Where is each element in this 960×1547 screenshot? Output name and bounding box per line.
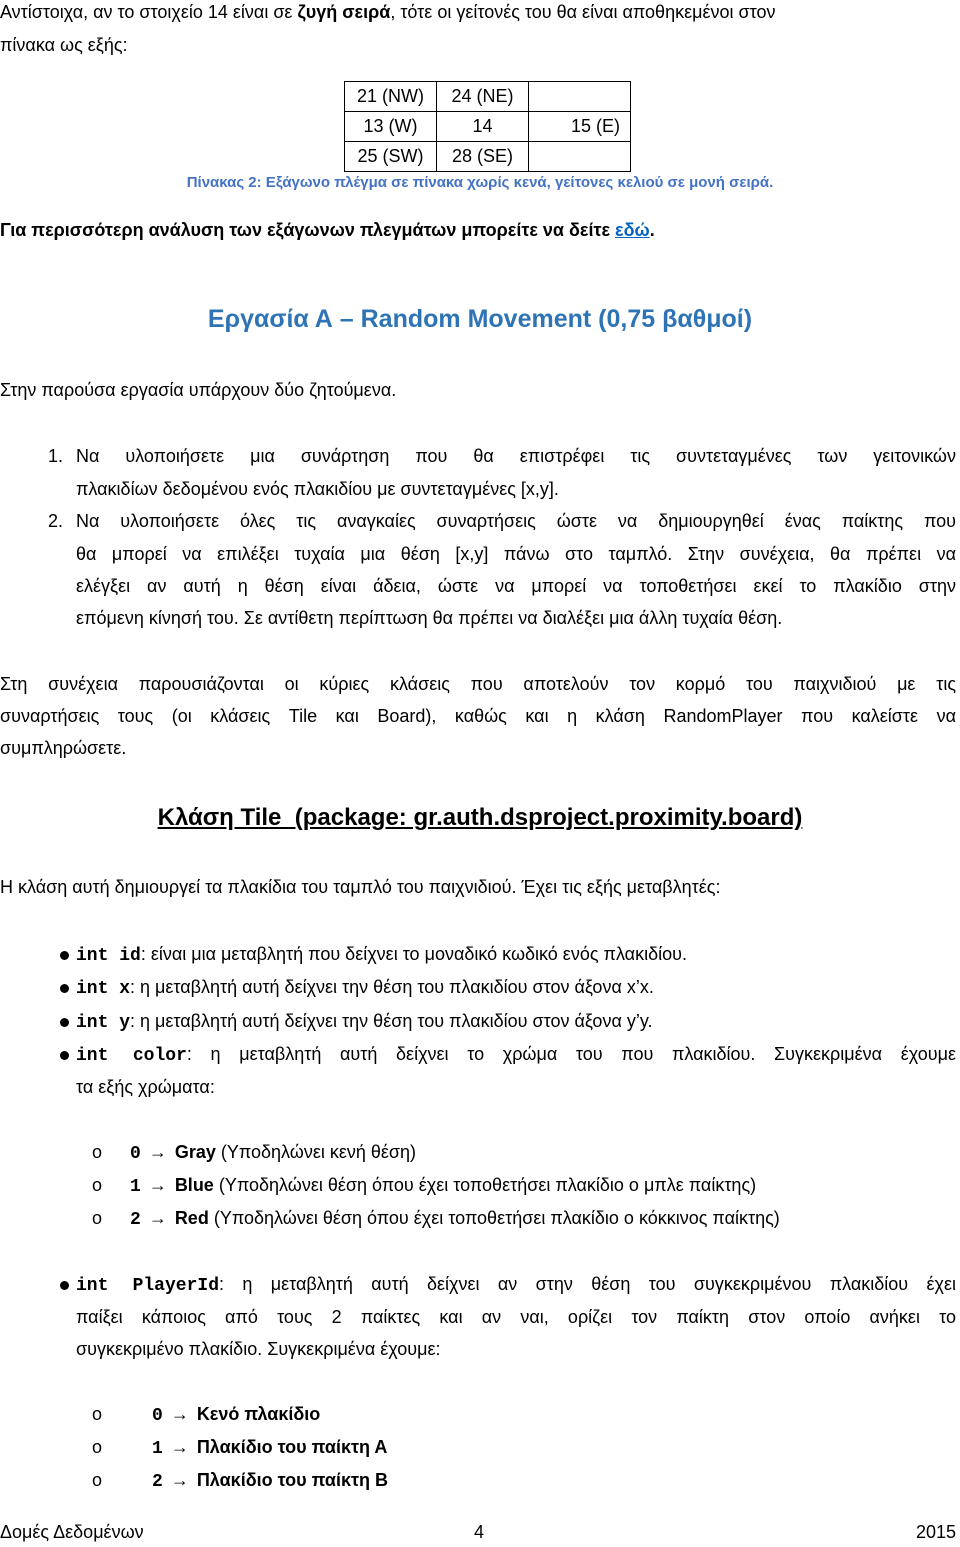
- arrow-icon: →: [148, 1208, 167, 1228]
- color-item: 1 → Blue (Υποδηλώνει θέση όπου έχει τοποθετήσει πλακίδιο ο μπλε παίκτης): [130, 1175, 757, 1197]
- arrow-icon: →: [170, 1404, 189, 1424]
- circle-bullet-icon: o: [92, 1208, 103, 1228]
- footer-year: 2015: [915, 1522, 956, 1542]
- player-item: 1 → Πλακίδιο του παίκτη Α: [152, 1437, 388, 1459]
- code-text: 2: [130, 1210, 141, 1230]
- circle-bullet-icon: o: [92, 1437, 103, 1457]
- table-cell: [529, 82, 631, 112]
- list-item-line: επόμενη κίνησή του. Σε αντίθετη περίπτωση θα πρέπει να διαλέξει μια άλλη τυχαία θέση.: [76, 608, 783, 628]
- bullet-icon: [60, 1018, 69, 1027]
- variable-item: int y: η μεταβλητή αυτή δείχνει την θέση του πλακιδίου στον άξονα y’y.: [76, 1011, 653, 1033]
- table-cell: 15 (E): [529, 112, 631, 142]
- page-number: 4: [474, 1522, 485, 1542]
- code-text: 1: [152, 1439, 163, 1459]
- task-intro: Στην παρούσα εργασία υπάρχουν δύο ζητούμενα.: [0, 380, 397, 400]
- table-cell: 14: [437, 112, 529, 142]
- circle-bullet-icon: o: [92, 1404, 103, 1424]
- class-heading: Κλάση Tile (package: gr.auth.dsproject.proximity.board): [157, 804, 803, 831]
- table-cell: 24 (NE): [437, 82, 529, 112]
- variable-item-cont: συγκεκριμένο πλακίδιο. Συγκεκριμένα έχουμε:: [76, 1339, 441, 1359]
- arrow-icon: →: [148, 1142, 167, 1162]
- intro-line-2: πίνακα ως εξής:: [0, 35, 128, 55]
- arrow-icon: →: [170, 1437, 189, 1457]
- bullet-icon: [60, 984, 69, 993]
- color-item: 0 → Gray (Υποδηλώνει κενή θέση): [130, 1142, 417, 1164]
- list-number: 1.: [48, 446, 64, 466]
- code-text: 2: [152, 1472, 163, 1492]
- paragraph-line: συμπληρώσετε.: [0, 738, 127, 758]
- intro-line-1: Αντίστοιχα, αν το στοιχείο 14 είναι σε ζυγή σειρά, τότε οι γείτονές του θα είναι αποθηκεμένοι στον: [0, 2, 776, 22]
- table-row: [345, 112, 631, 142]
- code-text: 1: [130, 1177, 141, 1197]
- code-text: 0: [152, 1406, 163, 1426]
- table-row: [345, 82, 631, 112]
- list-item-line: Να υλοποιήσετε μια συνάρτηση που θα επιστρέφει τις συντεταγμένες των γειτονικών: [76, 446, 956, 466]
- variable-item: int color: η μεταβλητή αυτή δείχνει το χρώμα του που πλακιδίου. Συγκεκριμένα έχουμε: [76, 1044, 956, 1066]
- code-text: 0: [130, 1144, 141, 1164]
- table-cell: 28 (SE): [437, 142, 529, 172]
- variable-item-cont: παίξει κάποιος από τους 2 παίκτες και αν ναι, ορίζει τον παίκτη στον οποίο ανήκει το: [76, 1307, 956, 1327]
- table-cell: [529, 142, 631, 172]
- footer-left: Δομές Δεδομένων: [0, 1522, 144, 1542]
- class-description: Η κλάση αυτή δημιουργεί τα πλακίδια του ταμπλό του παιχνιδιού. Έχει τις εξής μεταβλητές:: [0, 877, 721, 897]
- circle-bullet-icon: o: [92, 1175, 103, 1195]
- table-caption: Πίνακας 2: Εξάγωνο πλέγμα σε πίνακα χωρίς κενά, γείτονες κελιού σε μονή σειρά.: [186, 174, 774, 191]
- bullet-icon: [60, 1281, 69, 1290]
- list-item-line: θα μπορεί να επιλέξει τυχαία μια θέση [x,y] πάνω στο ταμπλό. Στην συνέχεια, θα πρέπει να: [76, 544, 956, 564]
- player-item: 0 → Κενό πλακίδιο: [152, 1404, 321, 1426]
- arrow-icon: →: [170, 1470, 189, 1490]
- list-item-line: Να υλοποιήσετε όλες τις αναγκαίες συναρτήσεις ώστε να δημιουργηθεί ένας παίκτης που: [76, 511, 956, 531]
- color-item: 2 → Red (Υποδηλώνει θέση όπου έχει τοποθετήσει πλακίδιο ο κόκκινος παίκτης): [130, 1208, 780, 1230]
- code-text: int id: [76, 946, 141, 966]
- here-link[interactable]: εδώ: [615, 220, 650, 240]
- list-item-line: πλακιδίων δεδομένου ενός πλακιδίου με συντεταγμένες [x,y].: [76, 479, 559, 499]
- table-cell: 21 (NW): [345, 82, 437, 112]
- more-info-line: Για περισσότερη ανάλυση των εξάγωνων πλεγμάτων μπορείτε να δείτε εδώ.: [0, 220, 655, 240]
- table-row: [345, 142, 631, 172]
- code-text: int y: [76, 1013, 131, 1033]
- paragraph-line: συναρτήσεις τους (οι κλάσεις Tile και Board), καθώς και η κλάση RandomPlayer που καλείστε να: [0, 706, 956, 726]
- neighbors-table: [344, 81, 631, 172]
- table-cell: 13 (W): [345, 112, 437, 142]
- list-number: 2.: [48, 511, 64, 531]
- arrow-icon: →: [148, 1175, 167, 1195]
- circle-bullet-icon: o: [92, 1142, 103, 1162]
- code-text: int color: [76, 1046, 187, 1066]
- code-text: int x: [76, 979, 131, 999]
- bullet-icon: [60, 951, 69, 960]
- variable-item-cont: τα εξής χρώματα:: [76, 1077, 215, 1097]
- paragraph-line: Στη συνέχεια παρουσιάζονται οι κύριες κλάσεις που αποτελούν τον κορμό του παιχνιδιού με τις: [0, 674, 956, 694]
- list-item-line: ελέγξει αν αυτή η θέση είναι άδεια, ώστε να μπορεί να τοποθετήσει εκεί το πλακίδιο στην: [76, 576, 956, 596]
- emphasis-text: ζυγή σειρά: [297, 2, 391, 22]
- variable-item: int x: η μεταβλητή αυτή δείχνει την θέση του πλακιδίου στον άξονα x’x.: [76, 977, 654, 999]
- variable-item: int PlayerId: η μεταβλητή αυτή δείχνει αν στην θέση του συγκεκριμένου πλακιδίου έχει: [76, 1274, 956, 1296]
- table-cell: 25 (SW): [345, 142, 437, 172]
- task-heading: Εργασία Α – Random Movement (0,75 βαθμοί): [207, 305, 753, 333]
- bullet-icon: [60, 1051, 69, 1060]
- variable-item: int id: είναι μια μεταβλητή που δείχνει το μοναδικό κωδικό ενός πλακιδίου.: [76, 944, 687, 966]
- code-text: int PlayerId: [76, 1276, 219, 1296]
- circle-bullet-icon: o: [92, 1470, 103, 1490]
- player-item: 2 → Πλακίδιο του παίκτη Β: [152, 1470, 389, 1492]
